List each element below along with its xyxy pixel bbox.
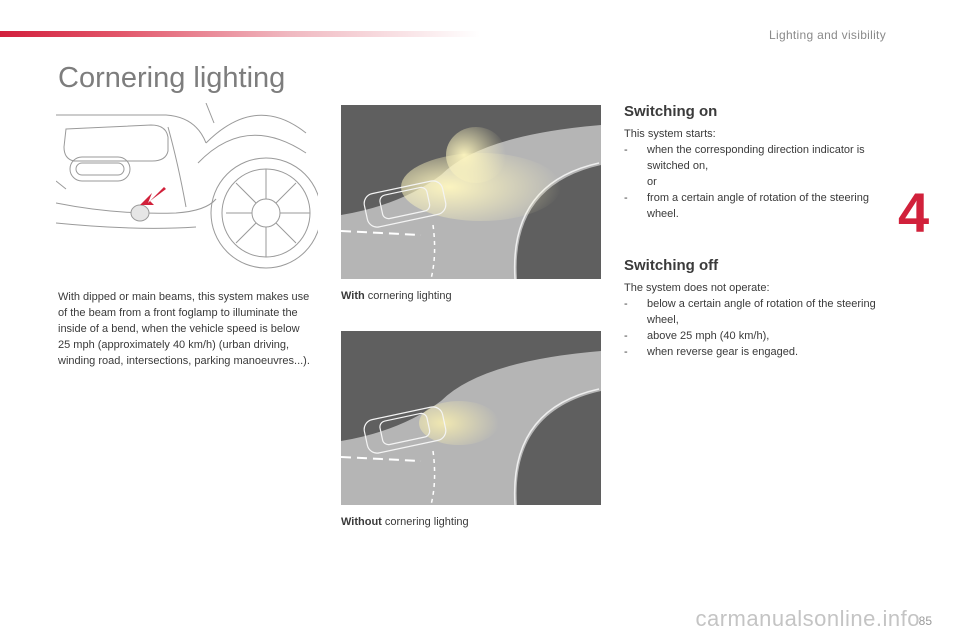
switching-on-heading: Switching on bbox=[624, 103, 718, 120]
switching-off-body bbox=[624, 280, 894, 360]
switching-off-list bbox=[624, 296, 894, 360]
list-item-text: when the corresponding direction indicator is switched on, bbox=[647, 144, 865, 172]
caption-without-text: cornering lighting bbox=[381, 516, 469, 528]
figure-without-cornering-lighting bbox=[341, 331, 601, 505]
list-item bbox=[624, 296, 894, 328]
list-item-text: or bbox=[647, 176, 657, 188]
with-cornering-scene bbox=[341, 105, 601, 279]
list-dash: - bbox=[624, 144, 628, 156]
list-item bbox=[624, 344, 894, 360]
intro-paragraph: With dipped or main beams, this system makes use of the beam from a front foglamp to illuminate the inside of a bend, when the vehicle speed is below 25 mph (approximately 40 km/h) (urban driving, winding road, intersections, parking manoeuvres...). bbox=[58, 291, 310, 367]
section-header: Lighting and visibility bbox=[769, 28, 886, 42]
foglamp-arrow-icon bbox=[131, 187, 166, 221]
list-item bbox=[624, 142, 894, 174]
list-dash: - bbox=[624, 192, 628, 204]
header-accent-bar bbox=[0, 31, 480, 37]
figure-with-cornering-lighting bbox=[341, 105, 601, 279]
list-dash: - bbox=[624, 346, 628, 358]
list-item-text: from a certain angle of rotation of the steering wheel. bbox=[647, 192, 869, 220]
list-item bbox=[624, 328, 894, 344]
switching-on-list bbox=[624, 142, 894, 222]
list-item-text: when reverse gear is engaged. bbox=[647, 346, 799, 358]
caption-with bbox=[341, 290, 452, 302]
caption-without bbox=[341, 516, 469, 528]
page-number: 85 bbox=[918, 614, 932, 628]
switching-off-heading: Switching off bbox=[624, 257, 719, 274]
list-dash: - bbox=[624, 330, 628, 342]
list-dash: - bbox=[624, 298, 628, 310]
list-item bbox=[624, 174, 894, 190]
switching-on-body bbox=[624, 126, 894, 222]
caption-with-bold: With bbox=[341, 290, 365, 302]
list-item bbox=[624, 190, 894, 222]
without-cornering-scene bbox=[341, 331, 601, 505]
switching-off-lead: The system does not operate: bbox=[624, 282, 770, 294]
caption-without-bold: Without bbox=[341, 516, 382, 528]
list-item-text: above 25 mph (40 km/h), bbox=[647, 330, 770, 342]
car-front-illustration bbox=[56, 103, 318, 275]
watermark: carmanualsonline.info bbox=[695, 606, 920, 631]
caption-with-text: cornering lighting bbox=[364, 290, 452, 302]
list-item-text: below a certain angle of rotation of the steering wheel, bbox=[647, 298, 876, 326]
page-title: Cornering lighting bbox=[58, 62, 286, 94]
switching-on-lead: This system starts: bbox=[624, 128, 716, 140]
chapter-number: 4 bbox=[898, 181, 930, 244]
